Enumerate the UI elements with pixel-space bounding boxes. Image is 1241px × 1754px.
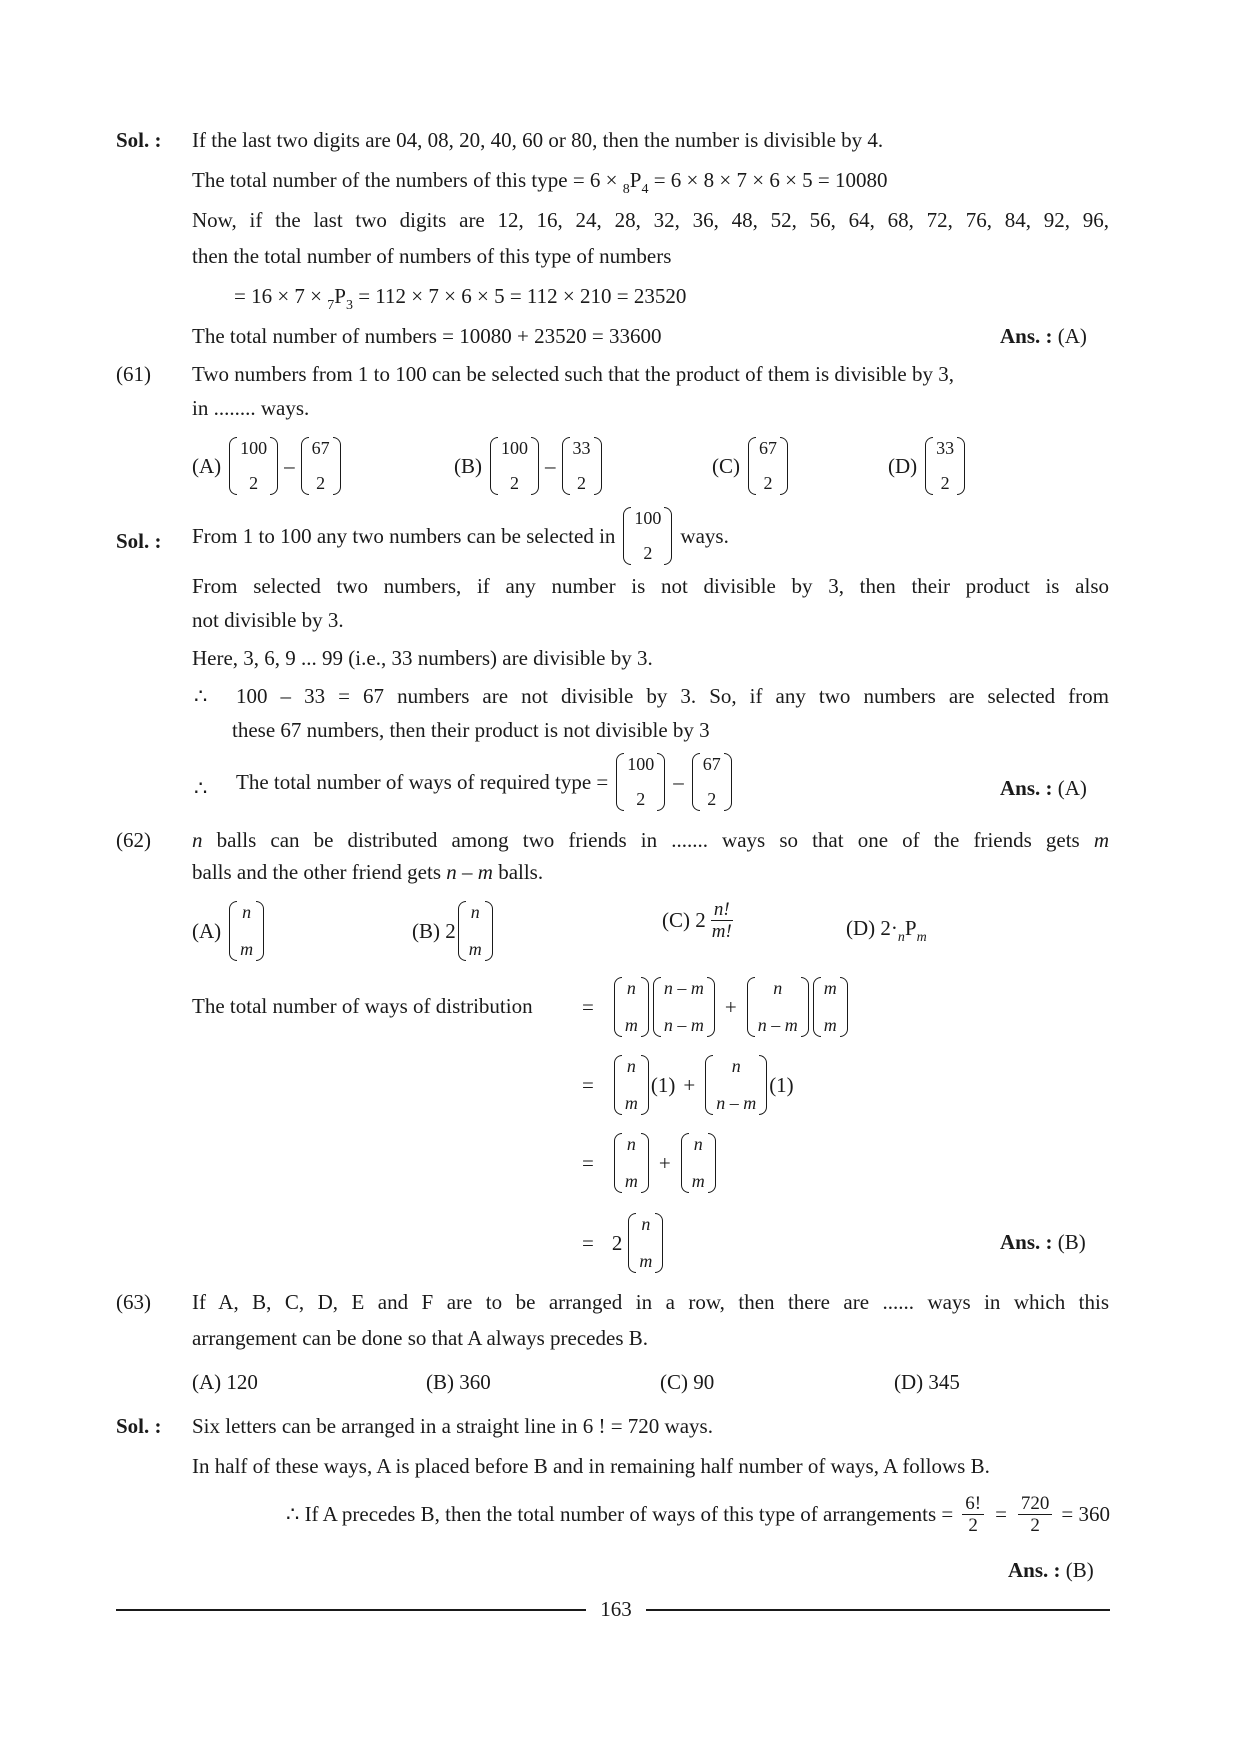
question-number-63: (63) bbox=[116, 1290, 151, 1314]
q62-text2: balls and the other friend gets n – m balls. bbox=[192, 860, 544, 884]
page-number: 163 bbox=[600, 1597, 632, 1621]
answer-61: Ans. : (A) bbox=[1000, 776, 1087, 800]
sol61-line3: not divisible by 3. bbox=[192, 608, 344, 632]
q62-option-a: (A) n m bbox=[192, 900, 266, 962]
question-number-62: (62) bbox=[116, 828, 151, 852]
q61-option-c: (C) 67 2 bbox=[712, 436, 790, 496]
therefore-symbol: ∴ bbox=[194, 776, 208, 800]
sol60-line6: The total number of numbers = 10080 + 23520 = 33600 bbox=[192, 324, 662, 348]
distribution-step-2: = n m (1) + n n – m (1) bbox=[582, 1056, 794, 1114]
sol63-line3: ∴ If A precedes B, then the total number of ways of this type of arrangements = $\frac{6!}{2}$ = $\frac{720}{2}$ = 360 bbox=[285, 1493, 1110, 1536]
sol-label: Sol. : bbox=[116, 529, 162, 553]
sol61-line4: Here, 3, 6, 9 ... 99 (i.e., 33 numbers) are divisible by 3. bbox=[192, 646, 653, 670]
sol61-line7: The total number of ways of required type = 100 2 – 67 2 bbox=[236, 752, 734, 812]
sol60-line4: then the total number of numbers of this type of numbers bbox=[192, 244, 672, 268]
sol61-line5: 100 – 33 = 67 numbers are not divisible by 3. So, if any two numbers are selected from bbox=[236, 684, 1109, 708]
sol63-line1: Six letters can be arranged in a straight line in 6 ! = 720 ways. bbox=[192, 1414, 713, 1438]
therefore-symbol: ∴ bbox=[194, 684, 208, 708]
q62-option-b: (B) 2 n m bbox=[412, 900, 495, 962]
q61-text1: Two numbers from 1 to 100 can be selected such that the product of them is divisible by 3, bbox=[192, 362, 954, 386]
q62-text1: n balls can be distributed among two friends in ....... ways so that one of the friends gets m bbox=[192, 828, 1109, 852]
answer-63: Ans. : (B) bbox=[1008, 1558, 1094, 1582]
distribution-step-1: = n m n – m n – m + n n – m m m bbox=[582, 976, 850, 1038]
sol60-line5: = $16 \times 7 \times _7P_3 = 112 \times 7 \times 6 \times 5 = 112 \times 210 = 23520$ bbox=[234, 284, 687, 313]
q63-text1: If A, B, C, D, E and F are to be arranged in a row, then there are ...... ways in which this bbox=[192, 1290, 1109, 1314]
sol-label: Sol. : bbox=[116, 128, 162, 152]
q61-text2: in ........ ways. bbox=[192, 396, 310, 420]
q61-option-a: (A) 100 2 – 67 2 bbox=[192, 436, 343, 496]
question-number-61: (61) bbox=[116, 362, 151, 386]
sol60-line1: If the last two digits are 04, 08, 20, 40, 60 or 80, then the number is divisible by 4. bbox=[192, 128, 884, 152]
footer-rule-left bbox=[116, 1609, 586, 1611]
q63-option-a: (A) 120 bbox=[192, 1370, 258, 1394]
q62-option-d: (D) $2\cdot_nP_m$ bbox=[846, 916, 927, 945]
q61-option-d: (D) 33 2 bbox=[888, 436, 967, 496]
q62-option-c: (C) 2 $\frac{n!}{m!}$ bbox=[662, 899, 732, 942]
q61-option-b: (B) 100 2 – 33 2 bbox=[454, 436, 604, 496]
footer-rule-right bbox=[646, 1609, 1110, 1611]
sol61-line1: From 1 to 100 any two numbers can be selected in 100 2 ways. bbox=[192, 508, 729, 564]
distribution-step-4: = 2 n m bbox=[582, 1212, 665, 1274]
distribution-step-3: = n m + n m bbox=[582, 1132, 718, 1194]
q63-option-d: (D) 345 bbox=[894, 1370, 960, 1394]
answer-62: Ans. : (B) bbox=[1000, 1230, 1086, 1254]
sol61-line2: From selected two numbers, if any number is not divisible by 3, then their product is also bbox=[192, 574, 1109, 598]
answer-60: Ans. : (A) bbox=[1000, 324, 1087, 348]
sol61-line6: these 67 numbers, then their product is not divisible by 3 bbox=[232, 718, 710, 742]
sol-label: Sol. : bbox=[116, 1414, 162, 1438]
q63-option-b: (B) 360 bbox=[426, 1370, 491, 1394]
q63-text2: arrangement can be done so that A always precedes B. bbox=[192, 1326, 649, 1350]
sol63-line2: In half of these ways, A is placed before B and in remaining half number of ways, A follows B. bbox=[192, 1454, 990, 1478]
sol60-line3: Now, if the last two digits are 12, 16, 24, 28, 32, 36, 48, 52, 56, 64, 68, 72, 76, 84, 92, 96, bbox=[192, 208, 1109, 232]
q63-option-c: (C) 90 bbox=[660, 1370, 715, 1394]
sol60-line2: The total number of the numbers of this type = $6 \times _8P_4 = 6 \times 8 \times 7 \times 6 \times 5 = 10080$ bbox=[192, 168, 888, 197]
distribution-label: The total number of ways of distribution bbox=[192, 994, 533, 1018]
